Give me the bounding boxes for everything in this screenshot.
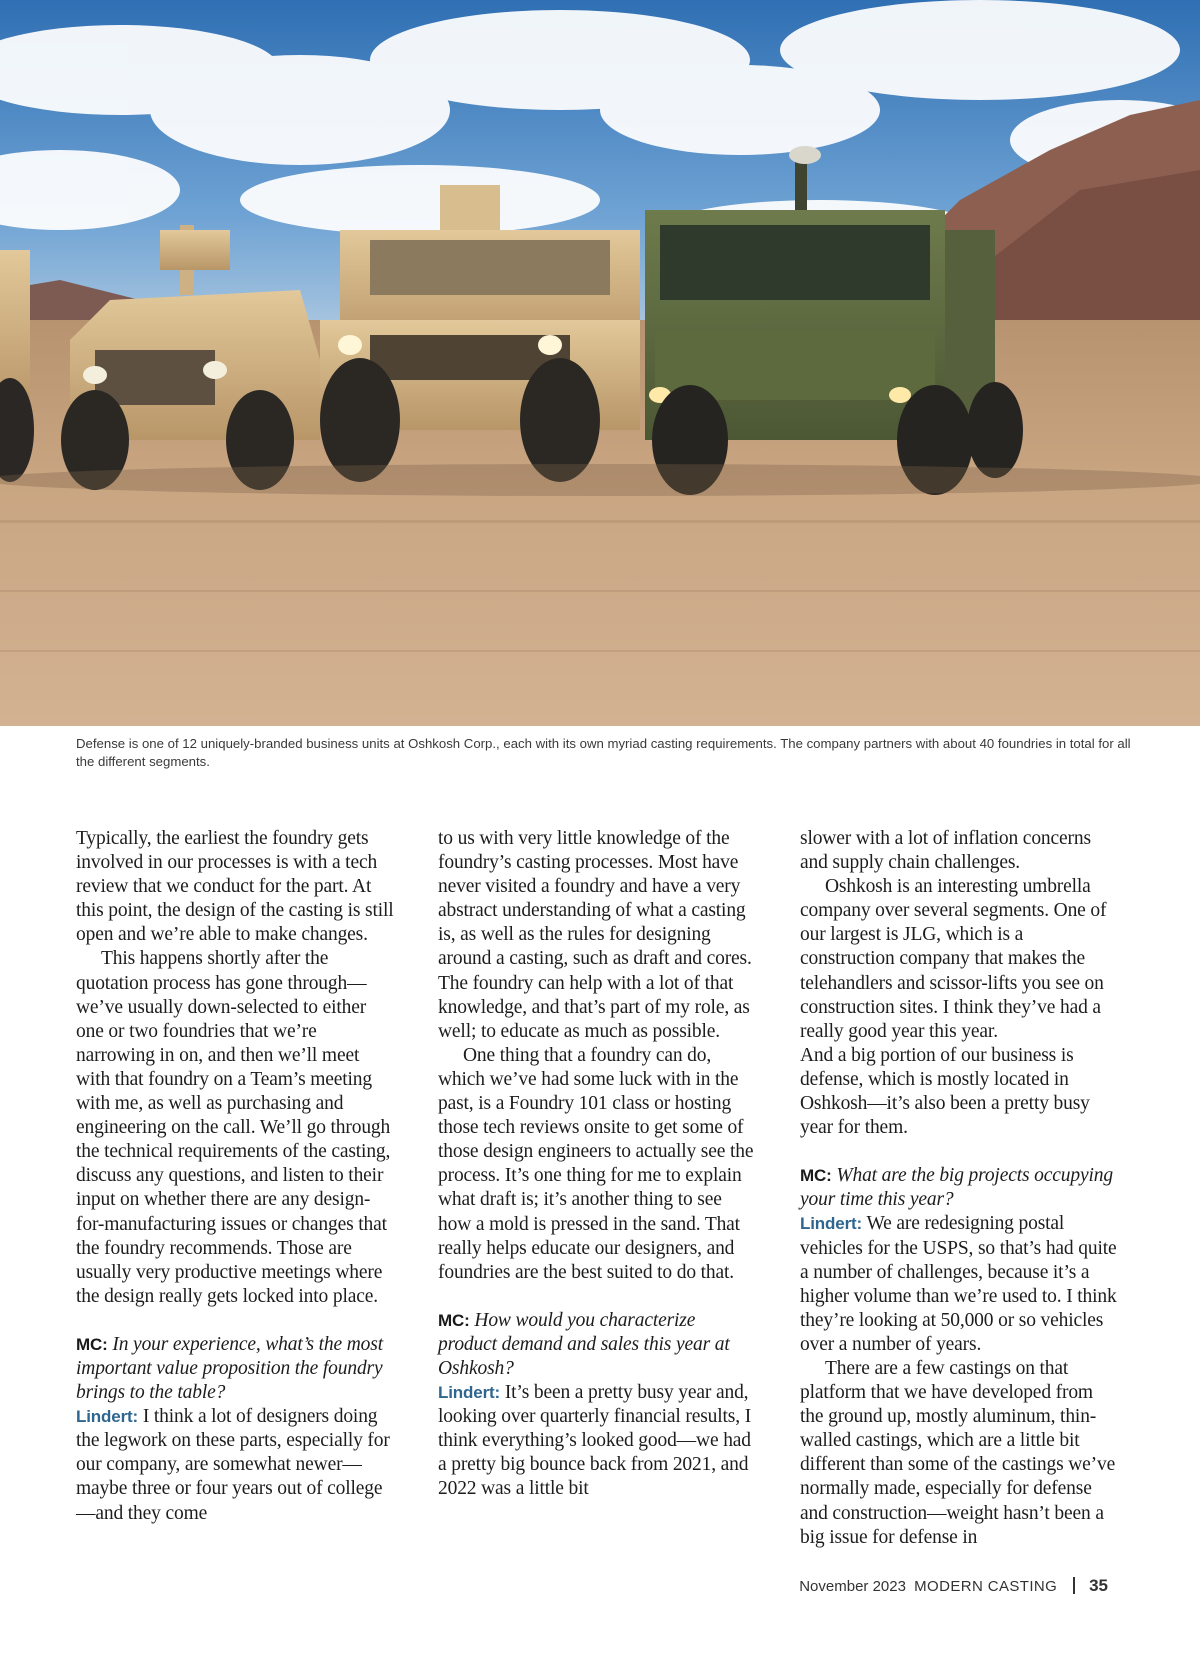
paragraph: to us with very little knowledge of the foundry’s casting processes. Most have never visited a foundry and have a very abstract understanding of what a casting is, as well as the rules for designing around a casting, such as draft and cores. The foundry can help with a lot of that knowledge, and that’s part of my role, as well; to educate as much as possible. [438,828,752,1042]
paragraph: slower with a lot of inflation concerns and supply chain challenges. [800,828,1091,874]
interview-question [438,1309,756,1381]
interview-answer [438,1381,756,1501]
article-column-3 [800,827,1118,1550]
interview-answer [76,1405,394,1525]
paragraph: There are a few castings on that platform that we have developed from the ground up, mostly aluminum, thin-walled castings, which are a little bit different than some of the castings we’ve normally made, especially for defense and construction—weight hasn’t been a big issue for defense in [800,1357,1116,1548]
interview-question [76,1333,394,1405]
paragraph: One thing that a foundry can do, which we’ve had some luck with in the past, is a Foundry 101 class or hosting those tech reviews onsite to get some of those design engineers to actually see the process. It’s one thing for me to explain what draft is; it’s another thing to see how a mold is pressed in the sand. That really helps educate our designers, and foundries are the best suited to do that. [438,1044,754,1283]
answer-text: It’s been a pretty busy year and, looking over quarterly financial results, I think everything’s looked good—we had a pretty big bounce back from 2021, and 2022 was a little bit [438,1382,752,1500]
footer-divider [1073,1577,1075,1594]
vehicle-partial-left [0,250,34,482]
interview-answer [800,1212,1118,1357]
question-text: In your experience, what’s the most important value proposition the foundry brings to the table? [76,1333,383,1404]
interviewer-label: MC: [438,1310,470,1330]
paragraph: Oshkosh is an interesting umbrella company over several segments. One of our largest is JLG, which is a construction company that makes the telehandlers and scissor-lifts you see on construction sites. I think they’ve had a really good year this year. [800,876,1107,1042]
interviewer-label: MC: [76,1334,108,1354]
interviewer-label: MC: [800,1166,832,1186]
answer-text: We are redesigning postal vehicles for the USPS, so that’s had quite a number of challenges, because it’s a higher volume than we’re used to. I think they’re looking at 50,000 or so vehicles over a number of years. [800,1213,1117,1355]
photo-caption: Defense is one of 12 uniquely-branded business units at Oshkosh Corp., each with its own myriad casting requirements. The company partners with about 40 foundries in total for all the different segments. [76,736,1131,769]
speaker-label: Lindert: [76,1407,139,1427]
hero-photo [0,0,1200,726]
speaker-label: Lindert: [438,1383,501,1403]
paragraph: And a big portion of our business is defense, which is mostly located in Oshkosh—it’s also been a pretty busy year for them. [800,1044,1090,1139]
article-column-1 [76,827,394,1526]
issue-date: November 2023 [799,1578,906,1595]
question-text: What are the big projects occupying your time this year? [800,1165,1113,1211]
page-number: 35 [1089,1576,1108,1595]
article-column-2 [438,827,756,1502]
interview-question [800,1164,1118,1212]
paragraph: Typically, the earliest the foundry gets involved in our processes is with a tech review that we conduct for the part. At this point, the design of the casting is still open and we’re able to make changes. [76,828,394,946]
speaker-label: Lindert: [800,1214,863,1234]
military-vehicles-illustration [0,0,1200,726]
answer-text: I think a lot of designers doing the legwork on these parts, especially for our company, are somewhat newer—maybe three or four years out of college—and they come [76,1406,390,1524]
question-text: How would you characterize product demand and sales this year at Oshkosh? [438,1309,730,1379]
vehicle-shadow [0,464,1200,496]
paragraph: This happens shortly after the quotation process has gone through—we’ve usually down-selected to either one or two foundries that we’re narrowing in on, and then we’ll meet with that foundry on a Team’s meeting with me, as well as purchasing and engineering on the call. We’ll go through the technical requirements of the casting, discuss any questions, and listen to their input on whether there are any design-for-manufacturing issues or changes that the foundry recommends. Those are usually very productive meetings where the design really gets locked into place. [76,948,391,1307]
magazine-name: MODERN CASTING [914,1578,1058,1595]
page-footer [799,1576,1108,1596]
